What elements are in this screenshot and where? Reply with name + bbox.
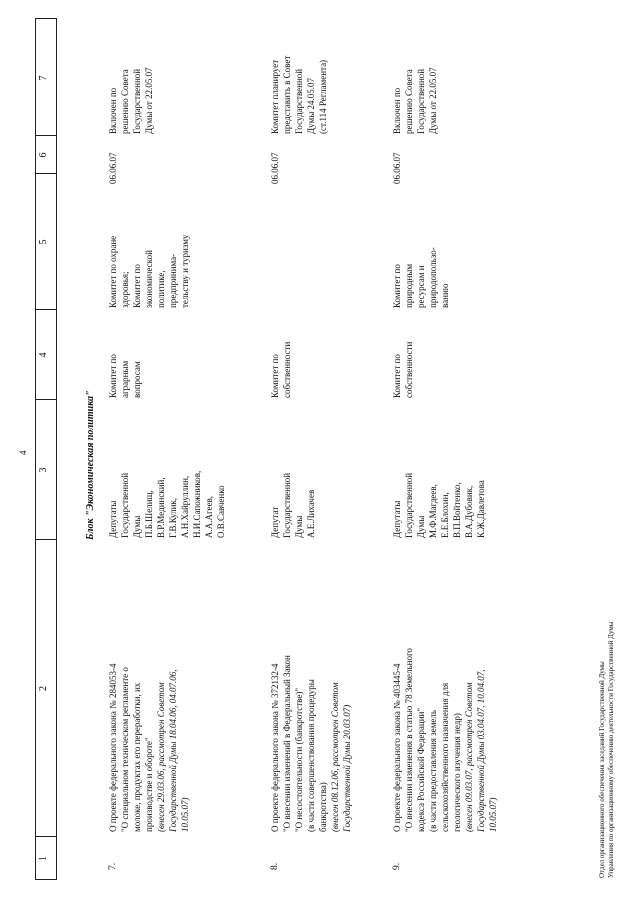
review-date: 06.06.07 — [392, 152, 402, 184]
bill-status: Комитет планирует представить в Совет Государственной Думы 24.05.07 (ст.114 Регламента) — [270, 55, 328, 134]
bill-authors: Депутат Государственной Думы А.Е.Лихачев — [270, 472, 316, 538]
bill-title: О проекте федерального закона № 372132-4 "О внесении изменений в Федеральный Закон "О несостоятельности (банкротстве)" (в части совершенствования процедуры банкротства) — [270, 655, 328, 832]
bill-note: (внесен 09.03.07, рассмотрен Советом Государственной Думы 03.04.07, 10.04.07, 10.05.07) — [464, 669, 498, 832]
responsible-committee: Комитет по собственности — [270, 341, 292, 398]
row-number: 7. — [108, 862, 118, 870]
responsible-committee: Комитет по собственности — [392, 341, 414, 398]
column-header-1: 1 — [38, 856, 49, 861]
column-header-4: 4 — [38, 352, 49, 358]
footer-line-1: Отдел организационного обеспечения заседаний Государственной Думы — [598, 661, 606, 878]
responsible-committee: Комитет по аграрным вопросам — [108, 354, 142, 398]
review-date: 06.06.07 — [270, 152, 280, 184]
column-header-2: 2 — [38, 686, 49, 691]
page-number: 4 — [18, 450, 28, 455]
bill-note: (внесен 08.12.06, рассмотрен Советом Государственной Думы 20.03.07) — [330, 682, 352, 832]
block-title: Блок "Экономическая политика" — [85, 390, 96, 540]
column-header-7: 7 — [38, 75, 49, 81]
column-header-3: 3 — [38, 467, 49, 473]
bill-authors: Депутаты Государственной Думы П.Б.Шелищ, В.Р.Мединский, Г.В.Кулик, А.Н.Хайруллин, Н.И.Сапожников, А.А.Агеев, О.В.Савченко — [108, 470, 226, 538]
column-header-5: 5 — [38, 239, 49, 245]
review-date: 06.06.07 — [108, 152, 118, 184]
column-header-6: 6 — [38, 152, 49, 158]
bill-title: О проекте федерального закона № 403445-4 "О внесении изменения в статью 78 Земельного кодекса Российской Федерации" (в части предоставления земель сельскохозяйственного назначения для геологического изучения недр) — [392, 648, 462, 832]
row-number: 8. — [270, 862, 280, 870]
row-number: 9. — [392, 862, 402, 870]
co-executor-committees: Комитет по охране здоровья; Комитет по экономической политике, предпринима- тельству и туризму — [108, 234, 190, 308]
bill-note: (внесен 29.03.06, рассмотрен Советом Государственной Думы 18.04.06, 04.07.06, 10.05.07) — [156, 669, 190, 832]
bill-status: Включен по решению Совета Государственной Думы от 22.05.07 — [108, 67, 154, 134]
footer-line-2: Управления по организационному обеспечению деятельности Государственной Думы — [607, 621, 615, 878]
bill-status: Включен по решению Совета Государственной Думы от 22.05.07 — [392, 67, 438, 134]
bill-title: О проекте федерального закона № 284053-4 "О специальном техническом регламенте о молоке, продуктах его переработки, их производстве и обороте" — [108, 663, 154, 832]
co-executor-committees: Комитет по природным ресурсам и природопользо- ванию — [392, 247, 450, 308]
bill-authors: Депутаты Государственной Думы М.Ф.Магдеев, Е.Е.Блохин, В.П.Войтенко, В.А.Дубовик, К.Ж.Давлетова — [392, 472, 486, 538]
